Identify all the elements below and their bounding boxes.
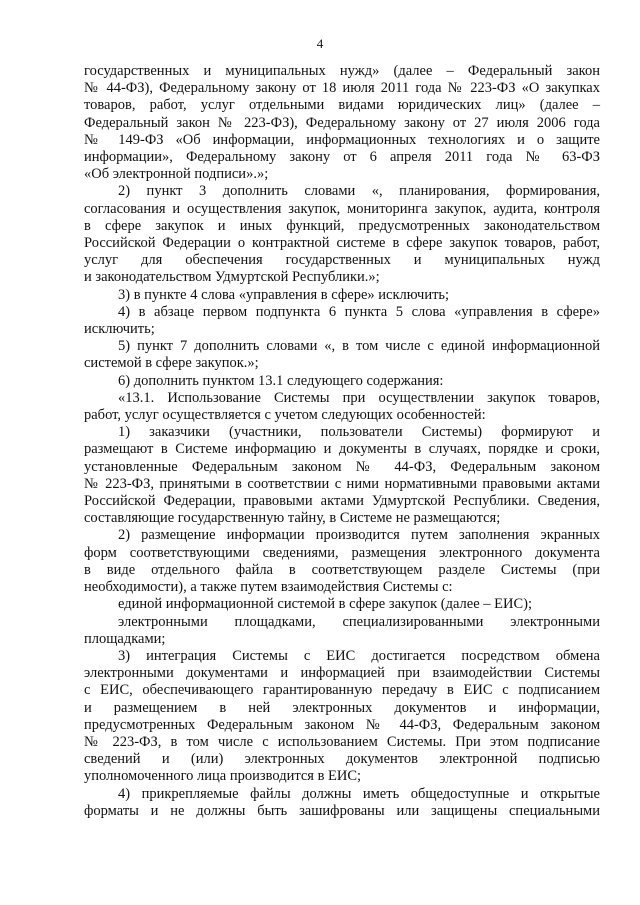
paragraph-12-line: 3) интеграция Системы с ЕИС достигается посредством обмена: [118, 647, 600, 664]
paragraph-12-line: с ЕИС, обеспечивающего гарантированную передачу в ЕИС с подписанием: [84, 682, 600, 699]
paragraph-8-line: Российской Федерации, правовыми актами Удмуртской Республики. Сведения,: [84, 493, 600, 510]
paragraph-12-line: предусмотренных Федеральным законом № 44-ФЗ, Федеральным законом: [84, 716, 600, 733]
paragraph-1-line: № 149-ФЗ «Об информации, информационных технологиях и о защите: [84, 131, 600, 148]
paragraph-7-line: работ, услуг осуществляется с учетом следующих особенностей:: [84, 407, 486, 424]
paragraph-2-line: Российской Федерации о контрактной системе в сфере закупок товаров, работ,: [84, 235, 600, 252]
paragraph-11-line: электронными площадками, специализированными электронными: [118, 613, 600, 630]
paragraph-10-line: единой информационной системой в сфере закупок (далее – ЕИС);: [118, 596, 533, 613]
paragraph-9-line: в виде отдельного файла в соответствующем разделе Системы (при: [84, 561, 600, 578]
paragraph-8-line: 1) заказчики (участники, пользователи Системы) формируют и: [118, 424, 600, 441]
paragraph-4-line: исключить;: [84, 321, 155, 338]
paragraph-13-line: 4) прикрепляемые файлы должны иметь общедоступные и открытые: [118, 785, 600, 802]
paragraph-2-line: услуг для обеспечения государственных и муниципальных нужд: [84, 252, 600, 269]
paragraph-9-line: 2) размещение информации производится путем заполнения экранных: [118, 527, 600, 544]
paragraph-8-line: размещают в Системе информацию и документы в случаях, порядке и сроки,: [84, 441, 600, 458]
paragraph-13-line: форматы и не должны быть зашифрованы или защищены специальными: [84, 802, 600, 819]
paragraph-1-line: «Об электронной подписи».»;: [84, 166, 269, 183]
paragraph-3-line: 3) в пункте 4 слова «управления в сфере» исключить;: [118, 286, 450, 303]
paragraph-12-line: сведений и (или) электронных документов электронной подписью: [84, 751, 600, 768]
paragraph-12-line: электронными документами и информацией при взаимодействии Системы: [84, 665, 600, 682]
paragraph-2-line: согласования и осуществления закупок, мониторинга закупок, аудита, контроля: [84, 200, 600, 217]
paragraph-2-line: и законодательством Удмуртской Республики.»;: [84, 269, 380, 286]
paragraph-12-line: и размещением в ней электронных документов и информации,: [84, 699, 600, 716]
paragraph-6-line: 6) дополнить пунктом 13.1 следующего содержания:: [118, 372, 444, 389]
paragraph-4-line: 4) в абзаце первом подпункта 6 пункта 5 слова «управления в сфере»: [118, 303, 600, 320]
paragraph-12-line: № 223-ФЗ, в том числе с использованием Системы. При этом подписание: [84, 733, 600, 750]
paragraph-12-line: уполномоченного лица производится в ЕИС;: [84, 768, 362, 785]
paragraph-1-line: государственных и муниципальных нужд» (далее – Федеральный закон: [84, 63, 600, 79]
paragraph-1-line: Федеральный закон № 223-ФЗ), Федеральному закону от 27 июля 2006 года: [84, 114, 600, 131]
paragraph-1-line: информации», Федеральному закону от 6 апреля 2011 года № 63-ФЗ: [84, 149, 600, 166]
paragraph-8-line: составляющие государственную тайну, в Системе не размещаются;: [84, 510, 501, 527]
paragraph-11-line: площадками;: [84, 630, 166, 647]
document-body: [84, 63, 600, 820]
page-number: 4: [316, 36, 324, 51]
paragraph-9-line: необходимости), а также путем взаимодействия Системы с:: [84, 579, 453, 596]
paragraph-7-line: «13.1. Использование Системы при осуществлении закупок товаров,: [118, 389, 600, 406]
paragraph-8-line: установленные Федеральным законом № 44-ФЗ, Федеральным законом: [84, 458, 600, 475]
paragraph-1-line: товаров, работ, услуг отдельными видами юридических лиц» (далее –: [84, 97, 600, 114]
paragraph-1-line: № 44-ФЗ), Федеральному закону от 18 июля 2011 года № 223-ФЗ «О закупках: [84, 80, 600, 97]
paragraph-9-line: форм соответствующими сведениями, размещения электронного документа: [84, 544, 600, 561]
paragraph-5-line: системой в сфере закупок.»;: [84, 355, 259, 372]
paragraph-2-line: 2) пункт 3 дополнить словами «, планирования, формирования,: [118, 183, 600, 200]
paragraph-5-line: 5) пункт 7 дополнить словами «, в том числе с единой информационной: [118, 338, 600, 355]
paragraph-2-line: в сфере закупок и иных функций, предусмотренных законодательством: [84, 217, 600, 234]
paragraph-8-line: № 223-ФЗ, принятыми в соответствии с ними нормативными правовыми актами: [84, 475, 600, 492]
